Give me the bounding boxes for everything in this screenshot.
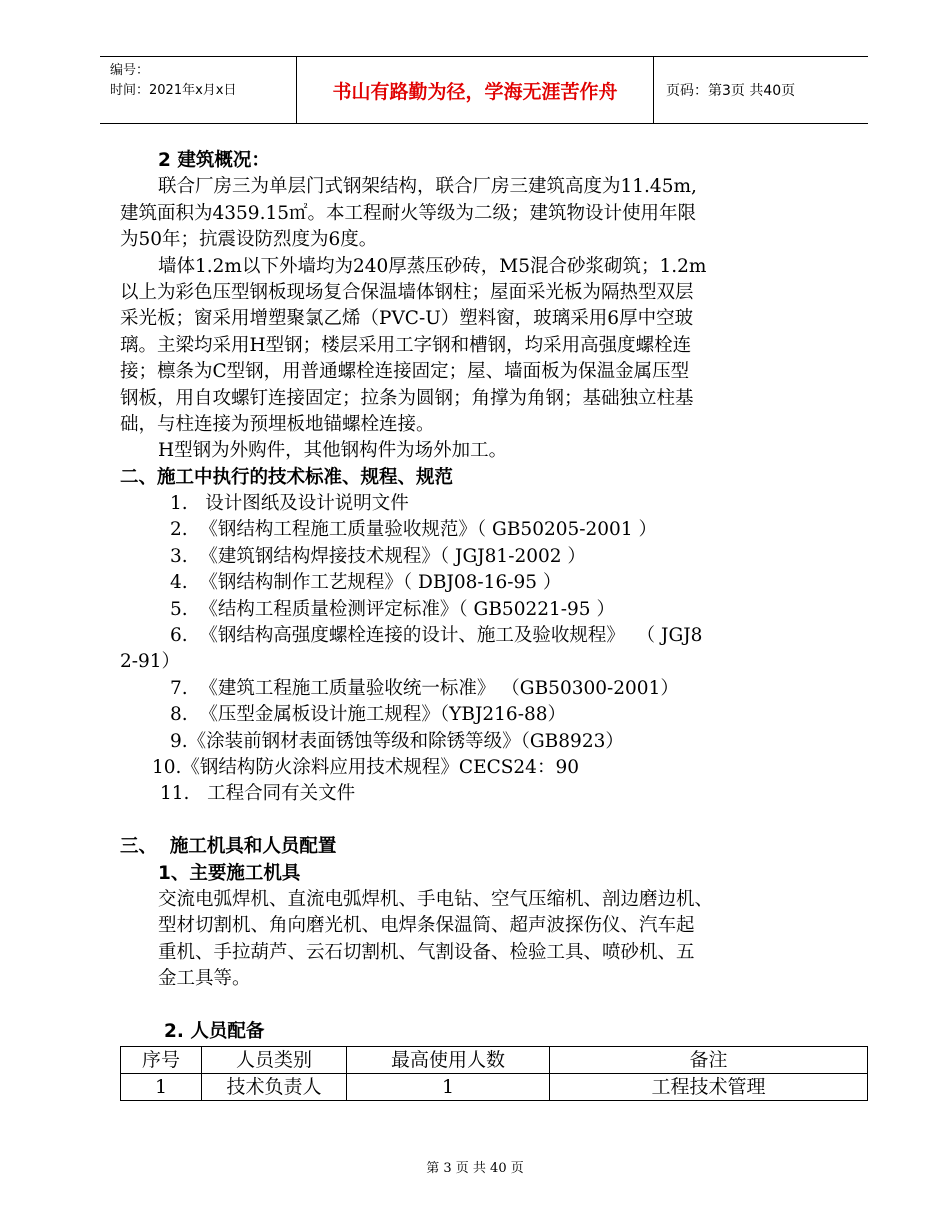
paragraph-line: 础，与柱连接为预埋板地锚螺栓连接。 bbox=[120, 413, 435, 435]
paragraph-line: 建筑面积为4359.15㎡。本工程耐火等级为二级；建筑物设计使用年限 bbox=[120, 202, 697, 224]
table-header-row bbox=[121, 1047, 868, 1074]
header-page-number: 页码：第3页 共40页 bbox=[666, 83, 796, 99]
paragraph-line: 重机、手拉葫芦、云石切割机、气割设备、检验工具、喷砂机、五 bbox=[158, 941, 695, 963]
header-meta bbox=[110, 61, 236, 101]
standard-item: 4. 《钢结构制作工艺规程》（ DBJ08-16-95 ） bbox=[170, 572, 562, 594]
table-header-cell: 备注 bbox=[550, 1047, 868, 1074]
standard-item: 9.《涂装前钢材表面锈蚀等级和除锈等级》（GB8923） bbox=[170, 730, 624, 752]
paragraph-line: 璃。主梁均采用H型钢；楼层采用工字钢和槽钢，均采用高强度螺栓连 bbox=[120, 334, 692, 356]
table-header-cell: 人员类别 bbox=[202, 1047, 347, 1074]
standard-item: 7. 《建筑工程施工质量验收统一标准》 （GB50300-2001） bbox=[170, 677, 679, 699]
standard-item: 8. 《压型金属板设计施工规程》（YBJ216-88） bbox=[170, 704, 566, 726]
standard-item-continued: 2-91） bbox=[120, 651, 181, 673]
paragraph-line: 联合厂房三为单层门式钢架结构，联合厂房三建筑高度为11.45m, bbox=[158, 176, 697, 198]
table-header-cell: 序号 bbox=[121, 1047, 202, 1074]
paragraph-line: 采光板；窗采用增塑聚氯乙烯（PVC-U）塑料窗，玻璃采用6厚中空玻 bbox=[120, 308, 694, 330]
standard-item: 11. 工程合同有关文件 bbox=[160, 783, 356, 805]
paragraph-line: 钢板，用自攻螺钉连接固定；拉条为圆钢；角撑为角钢；基础独立柱基 bbox=[120, 387, 694, 409]
standard-item: 1. 设计图纸及设计说明文件 bbox=[170, 493, 409, 515]
doc-time-label: 时间：2021年x月x日 bbox=[110, 83, 237, 98]
paragraph-line: 为50年；抗震设防烈度为6度。 bbox=[120, 229, 378, 251]
table-cell: 1 bbox=[347, 1074, 550, 1101]
table-row bbox=[121, 1074, 868, 1101]
page-footer: 第 3 页 共 40 页 bbox=[426, 1161, 524, 1176]
section-title-building: 2 建筑概况： bbox=[158, 150, 270, 171]
doc-number-label: 编号： bbox=[110, 63, 150, 78]
table-header-cell: 最高使用人数 bbox=[347, 1047, 550, 1074]
paragraph-line: H型钢为外购件，其他钢构件为场外加工。 bbox=[158, 440, 508, 462]
paragraph-line: 墙体1.2m以下外墙均为240厚蒸压砂砖，M5混合砂浆砌筑；1.2m bbox=[158, 255, 707, 277]
standard-item: 5. 《结构工程质量检测评定标准》（ GB50221-95 ） bbox=[170, 598, 615, 620]
paragraph-line: 金工具等。 bbox=[158, 968, 251, 990]
document-body bbox=[120, 148, 850, 1045]
section-title-standards: 二、施工中执行的技术标准、规程、规范 bbox=[120, 466, 454, 488]
table-cell: 技术负责人 bbox=[202, 1074, 347, 1101]
paragraph-line: 型材切割机、角向磨光机、电焊条保温筒、超声波探伤仪、汽车起 bbox=[158, 915, 695, 937]
staff-table bbox=[120, 1046, 868, 1101]
table-cell: 工程技术管理 bbox=[550, 1074, 868, 1101]
standard-item: 10.《钢结构防火涂料应用技术规程》CECS24：90 bbox=[152, 756, 579, 778]
subsection-title-tools: 1、主要施工机具 bbox=[158, 862, 301, 884]
table-cell: 1 bbox=[121, 1074, 202, 1101]
standard-item: 2. 《钢结构工程施工质量验收规范》（ GB50205-2001 ） bbox=[170, 519, 657, 541]
subsection-title-staff: 2. 人员配备 bbox=[164, 1020, 265, 1042]
standard-item: 3. 《建筑钢结构焊接技术规程》（ JGJ81-2002 ） bbox=[170, 545, 586, 567]
standard-item: 6. 《钢结构高强度螺栓连接的设计、施工及验收规程》 （ JGJ8 bbox=[170, 625, 703, 647]
section-title-resources: 三、 施工机具和人员配置 bbox=[120, 836, 337, 858]
paragraph-line: 接；檩条为C型钢，用普通螺栓连接固定；屋、墙面板为保温金属压型 bbox=[120, 361, 690, 383]
paragraph-line: 以上为彩色压型钢板现场复合保温墙体钢柱；屋面采光板为隔热型双层 bbox=[120, 281, 694, 303]
paragraph-line: 交流电弧焊机、直流电弧焊机、手电钻、空气压缩机、剖边磨边机、 bbox=[158, 888, 714, 910]
header-motto: 书山有路勤为径，学海无涯苦作舟 bbox=[296, 57, 654, 123]
page-header bbox=[100, 56, 868, 124]
